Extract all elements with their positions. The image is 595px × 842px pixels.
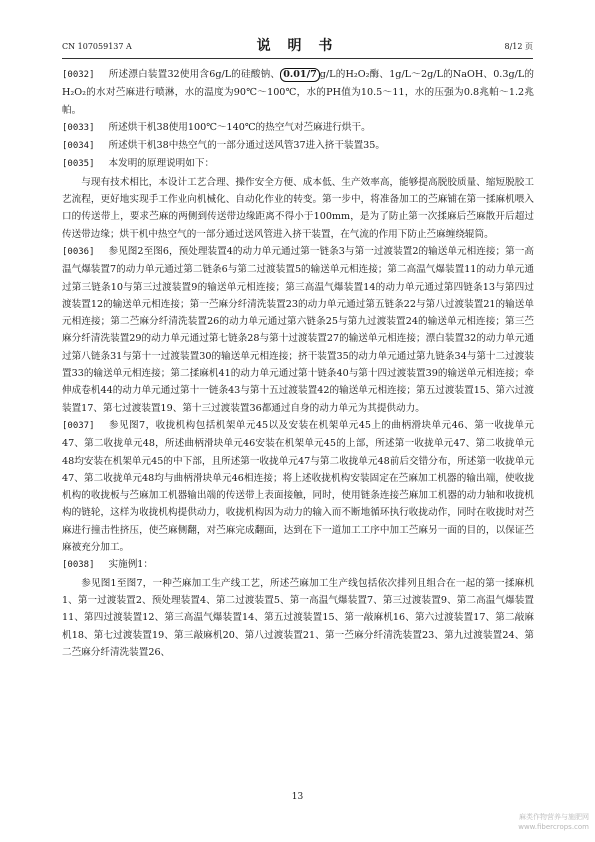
paragraph-number: [0032] xyxy=(62,70,95,80)
document-body xyxy=(62,66,534,661)
site-watermark xyxy=(518,812,589,832)
paragraph-text: 实施例1： xyxy=(108,559,153,571)
paragraph-0036 xyxy=(62,243,534,417)
paragraph-text: 所述漂白装置32使用含6g/L的硅酸钠、 xyxy=(108,69,281,80)
paragraph-number: [0034] xyxy=(62,141,95,152)
paragraph-text: 参见图7，收拢机构包括机架单元45以及安装在机架单元45上的曲柄滑块单元46、第一收拢单元47、第二收拢单元48，所述曲柄滑块单元46安装在机架单元45的上部，所述第一收拢单元47、第二收拢单元48均安装在机架单元45的中下部，且所述第一收拢单元47与第二收拢单元48前后交错分布，所述第一收拢单元47、第二收拢单元48均与曲柄滑块单元46相连接；将上述收拢机构安装固定在苎麻加工机器的输出端，使收拢机构的收拢板与苎麻加工机器输出端的传送带上表面接触，同时，使用链条连接苎麻加工机器的动力轴和收拢机构的链轮，这样为收拢机构提供动力，收拢机构因为动力的输入而不断地循环执行收拢动作，同时在收拢时对苎麻进行撞击性挤压，使苎麻侧翻，对苎麻完成翻面，达到在下一道加工工序中加工苎麻另一面的目的，以保证苎麻被充分加工。 xyxy=(62,419,534,554)
paragraph-number: [0033] xyxy=(62,122,95,133)
paragraph-0032 xyxy=(62,66,534,119)
page-of: 8/12 页 xyxy=(504,42,533,51)
paragraph-number: [0038] xyxy=(62,560,95,571)
handwritten-annotation: 0.01/7 xyxy=(280,68,320,82)
doc-number: CN 107059137 A xyxy=(62,42,132,51)
paragraph-number: [0035] xyxy=(62,159,95,170)
paragraph-text-cont: g/L的H₂O₂酶、1g/L～2g/L的NaOH、0.3g/L的H₂O₂的水对苎麻进行喷淋，水的温度为90℃～100℃，水的PH值为10.5～11，水的压强为0.8兆帕～1.2兆帕。 xyxy=(62,69,534,116)
paragraph-text: 所述烘干机38使用100℃～140℃的热空气对苎麻进行烘干。 xyxy=(108,121,371,133)
paragraph-number: [0036] xyxy=(62,246,95,257)
page-header xyxy=(62,38,533,56)
paragraph-0034 xyxy=(62,137,534,155)
paragraph-0035 xyxy=(62,155,534,173)
paragraph-text: 本发明的原理说明如下： xyxy=(108,158,215,170)
paragraph-text: 所述烘干机38中热空气的一部分通过送风管37进入挤干装置35。 xyxy=(108,140,385,152)
paragraph-0035-body: 与现有技术相比，本设计工艺合理、操作安全方便、成本低、生产效率高，能够提高脱胶质量、缩短脱胶工艺流程，更好地实现手工作业向机械化、自动化作业的转变。第一步中，将准备加工的苎麻铺在第一揉麻机喂入口的传送带上，要求苎麻的两侧到传送带边缘距离不得小于100mm，是为了防止第一次揉麻后苎麻散开后超过传送带边缘；烘干机中热空气的一部分通过送风管进入挤干装置，在气流的作用下防止苎麻缠绕辊筒。 xyxy=(62,176,534,240)
watermark-url: www.fibercrops.com xyxy=(518,823,589,831)
page-number: 13 xyxy=(291,792,304,802)
paragraph-0037 xyxy=(62,417,534,556)
doc-title: 说 明 书 xyxy=(256,38,339,54)
paragraph-text: 参见图2至图6，预处理装置4的动力单元通过第一链条3与第一过渡装置2的输送单元相连接；第一高温气爆装置7的动力单元通过第二链条6与第二过渡装置5的输送单元相连接；第二高温气爆装置11的动力单元通过第三链条10与第三过渡装置9的输送单元相连接；第三高温气爆装置14的动力单元通过第四链条13与第四过渡装置12的输送单元相连接；第一苎麻分纤清洗装置23的动力单元通过第五链条22与第八过渡装置21的输送单元相连接；第二苎麻分纤清洗装置26的动力单元通过第六链条25与第九过渡装置24的输送单元相连接；第三苎麻分纤清洗装置29的动力单元通过第七链条28与第十过渡装置27的输送单元相连接；漂白装置32的动力单元通过第八链条31与第十一过渡装置30的输送单元相连接；挤干装置35的动力单元通过第九链条34与第十二过渡装置33的输送单元相连接；第二揉麻机41的动力单元通过第十链条40与第十四过渡装置39的输送单元相连接；牵伸成卷机44的动力单元通过第十一链条43与第十五过渡装置42的输送单元相连接；第五过渡装置15、第六过渡装置17、第七过渡装置19、第十三过渡装置36都通过自身的动力单元为其提供动力。 xyxy=(62,245,534,414)
watermark-title: 麻类作物营养与施肥网 xyxy=(519,813,589,821)
paragraph-0033 xyxy=(62,119,534,137)
paragraph-number: [0037] xyxy=(62,420,95,431)
paragraph-0038 xyxy=(62,556,534,574)
paragraph-0038-body: 参见图1至图7，一种苎麻加工生产线工艺，所述苎麻加工生产线包括依次排列且组合在一起的第一揉麻机1、第一过渡装置2、预处理装置4、第二过渡装置5、第一高温气爆装置7、第三过渡装置9、第二高温气爆装置11、第四过渡装置12、第三高温气爆装置14、第五过渡装置15、第一敲麻机16、第六过渡装置17、第二敲麻机18、第七过渡装置19、第三敲麻机20、第八过渡装置21、第一苎麻分纤清洗装置23、第九过渡装置24、第二苎麻分纤清洗装置26、 xyxy=(62,577,534,658)
header-rule xyxy=(62,58,533,59)
